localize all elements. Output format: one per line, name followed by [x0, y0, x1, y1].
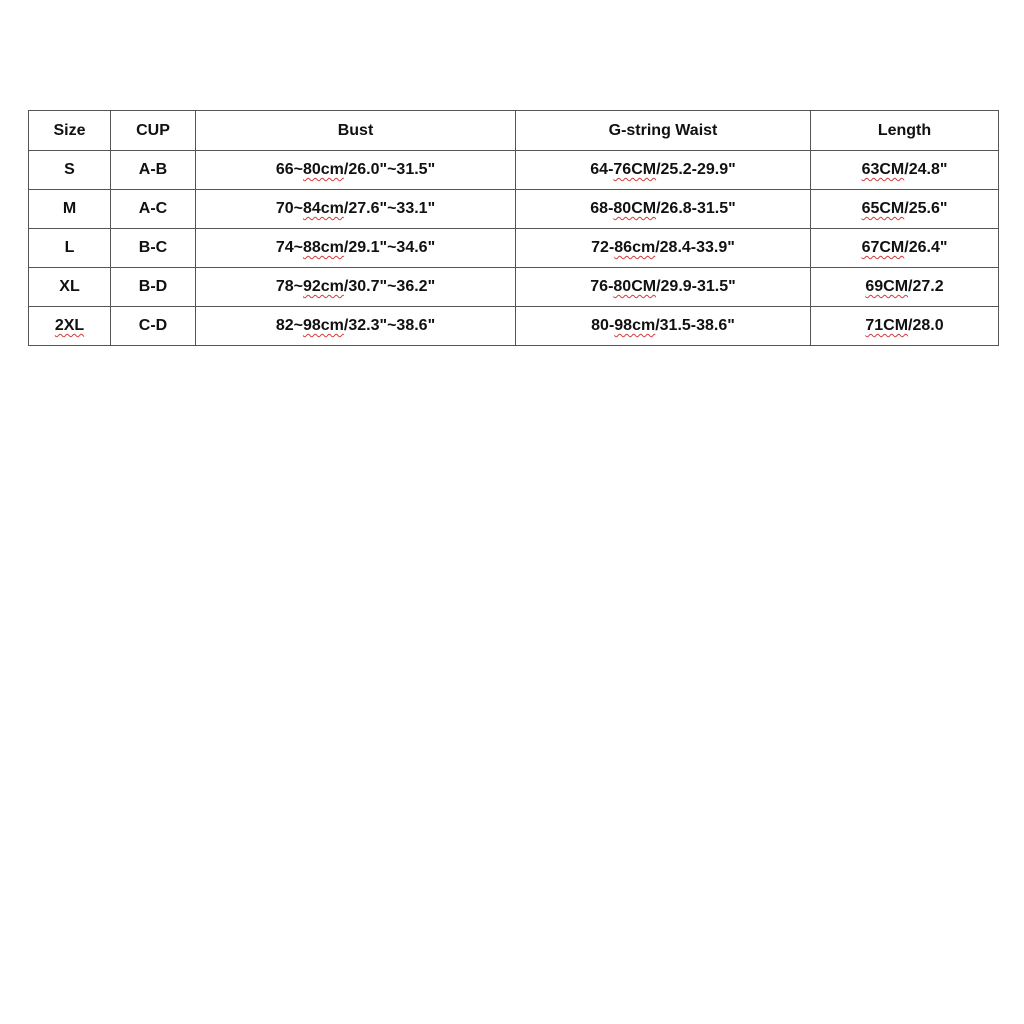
cell-text: 64-: [590, 161, 614, 178]
cell-text: /29.1"~34.6": [343, 239, 436, 256]
table-row: [29, 268, 999, 307]
cell-text-underlined: 84cm: [302, 200, 344, 217]
size-chart-table: [28, 110, 999, 346]
cell-text-underlined: 98cm: [302, 317, 344, 334]
cell-text: 68-: [590, 200, 614, 217]
cell-bust: [196, 151, 516, 190]
cell-text: C-D: [138, 317, 168, 334]
cell-length: [811, 268, 999, 307]
cell-waist: [516, 268, 811, 307]
cell-bust: [196, 190, 516, 229]
cell-text: /24.8": [904, 161, 948, 178]
cell-text: 80-: [591, 317, 615, 334]
cell-text-underlined: 76CM: [613, 161, 657, 178]
cell-text-underlined: 86cm: [614, 239, 656, 256]
header-size: Size: [29, 111, 111, 151]
cell-text: 82~: [275, 317, 303, 334]
cell-text: /28.0: [908, 317, 944, 334]
cell-size: [29, 268, 111, 307]
cell-text: /28.4-33.9": [655, 239, 735, 256]
cell-text-underlined: 69CM: [865, 278, 909, 295]
cell-text-underlined: 80CM: [613, 200, 657, 217]
cell-bust: [196, 268, 516, 307]
cell-text: 72-: [591, 239, 615, 256]
cell-text: /26.0"~31.5": [343, 161, 436, 178]
cell-text-underlined: 63CM: [861, 161, 905, 178]
cell-text: L: [64, 239, 75, 256]
cell-cup: [111, 190, 196, 229]
cell-text: M: [62, 200, 77, 217]
cell-size: [29, 229, 111, 268]
cell-text-underlined: 98cm: [614, 317, 656, 334]
cell-text-underlined: 71CM: [865, 317, 909, 334]
cell-text: 66~: [275, 161, 303, 178]
cell-text: 70~: [275, 200, 303, 217]
table-row: [29, 229, 999, 268]
cell-text: XL: [59, 278, 80, 295]
header-bust: Bust: [196, 111, 516, 151]
cell-text: S: [64, 161, 75, 178]
cell-text: A-C: [138, 200, 168, 217]
cell-text: /30.7"~36.2": [343, 278, 436, 295]
cell-bust: [196, 307, 516, 346]
table-row: [29, 151, 999, 190]
cell-text: B-D: [138, 278, 168, 295]
header-length: Length: [811, 111, 999, 151]
cell-text: B-C: [138, 239, 168, 256]
cell-waist: [516, 229, 811, 268]
cell-cup: [111, 229, 196, 268]
cell-length: [811, 190, 999, 229]
cell-length: [811, 307, 999, 346]
cell-text: /26.8-31.5": [656, 200, 736, 217]
cell-text: 76-: [590, 278, 614, 295]
cell-length: [811, 151, 999, 190]
cell-text-underlined: 80cm: [302, 161, 344, 178]
cell-waist: [516, 307, 811, 346]
cell-text-underlined: 92cm: [302, 278, 344, 295]
cell-text: /27.6"~33.1": [343, 200, 436, 217]
table-row: [29, 190, 999, 229]
cell-text: /27.2: [908, 278, 944, 295]
table-row: [29, 307, 999, 346]
cell-size: [29, 307, 111, 346]
cell-text-underlined: 88cm: [302, 239, 344, 256]
cell-text: /29.9-31.5": [656, 278, 736, 295]
cell-text: /25.2-29.9": [656, 161, 736, 178]
cell-text-underlined: 65CM: [861, 200, 905, 217]
cell-text: /32.3"~38.6": [343, 317, 436, 334]
cell-length: [811, 229, 999, 268]
header-g-string-waist: G-string Waist: [516, 111, 811, 151]
cell-cup: [111, 151, 196, 190]
cell-bust: [196, 229, 516, 268]
cell-waist: [516, 190, 811, 229]
header-row: [29, 111, 999, 151]
cell-text-underlined: 2XL: [54, 317, 85, 334]
cell-text: /25.6": [904, 200, 948, 217]
cell-text: A-B: [138, 161, 168, 178]
cell-cup: [111, 307, 196, 346]
cell-text: 74~: [275, 239, 303, 256]
cell-cup: [111, 268, 196, 307]
cell-text-underlined: 80CM: [613, 278, 657, 295]
cell-size: [29, 151, 111, 190]
cell-text: /26.4": [904, 239, 948, 256]
cell-waist: [516, 151, 811, 190]
header-cup: CUP: [111, 111, 196, 151]
cell-size: [29, 190, 111, 229]
cell-text: /31.5-38.6": [655, 317, 735, 334]
cell-text-underlined: 67CM: [861, 239, 905, 256]
cell-text: 78~: [275, 278, 303, 295]
